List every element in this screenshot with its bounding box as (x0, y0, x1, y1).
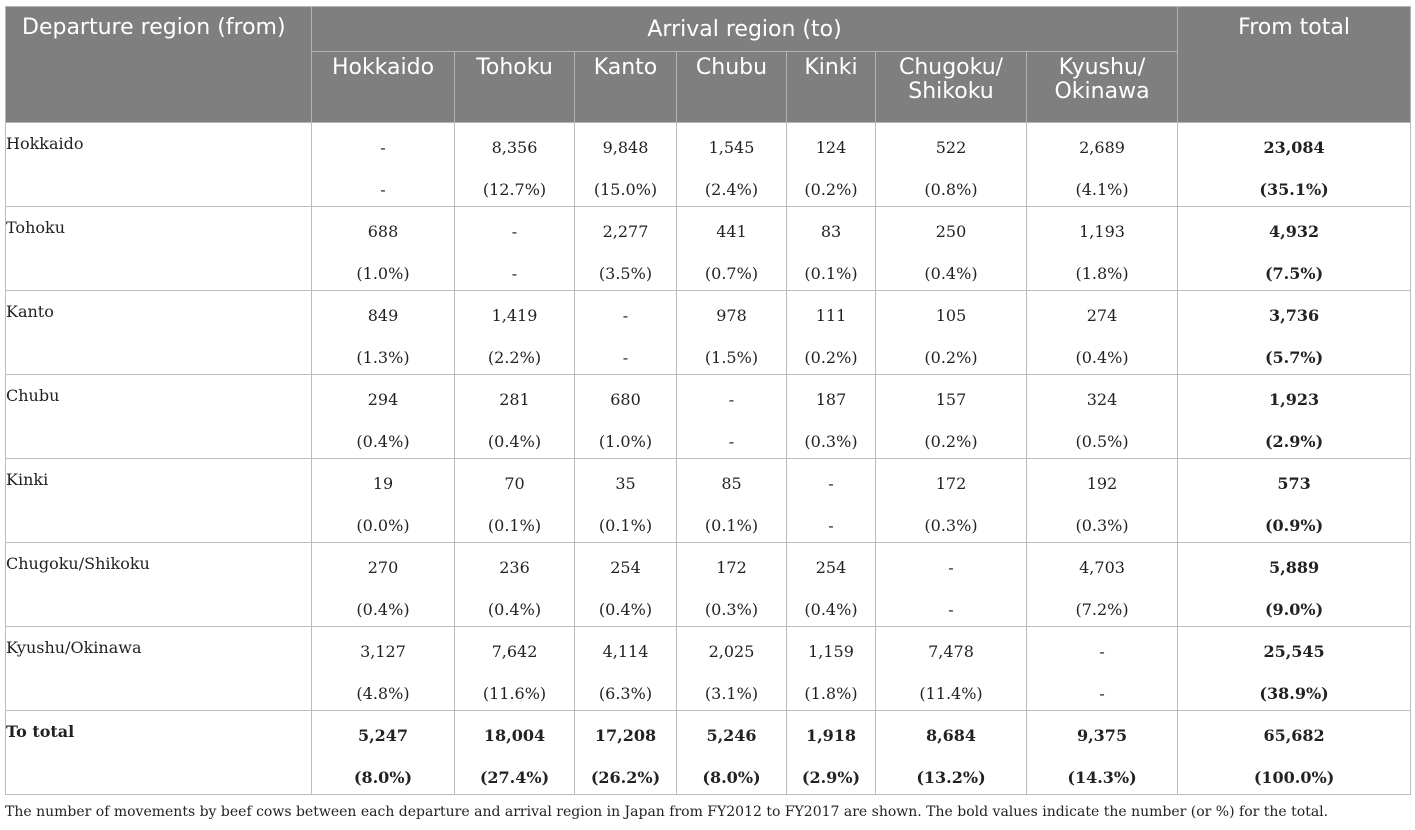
cell-count: - (380, 137, 386, 157)
cell-count: 236 (499, 557, 530, 577)
cell-tohoku (455, 123, 575, 207)
cell-kinki (787, 711, 876, 795)
cell-kinki (787, 207, 876, 291)
cell-count: 8,356 (491, 137, 538, 157)
cell-percent: (14.3%) (1067, 767, 1137, 787)
row-label (6, 291, 312, 375)
cell-count: 35 (615, 473, 636, 493)
table-body (6, 123, 1411, 795)
cell-count: 192 (1086, 473, 1118, 493)
cell-kanto (575, 207, 677, 291)
total-count: 5,889 (1269, 557, 1320, 577)
cell-percent: (4.1%) (1075, 179, 1129, 199)
cell-percent: (0.3%) (804, 431, 858, 451)
cell-kinki (787, 627, 876, 711)
cell-percent: (2.2%) (487, 347, 542, 367)
cell-count: 3,127 (360, 641, 406, 661)
cell-count: 441 (716, 221, 747, 241)
cell-kanto (575, 291, 677, 375)
cell-chugoku-shikoku (876, 291, 1027, 375)
cell-kyushu-okinawa (1027, 711, 1178, 795)
cell-count: 254 (610, 557, 641, 577)
cell-percent: (11.6%) (482, 683, 547, 703)
cell-percent: - (728, 431, 735, 451)
total-percent: (2.9%) (1264, 431, 1324, 451)
cell-count: 172 (935, 473, 967, 493)
cell-percent: (3.1%) (704, 683, 759, 703)
cell-count: 4,703 (1079, 557, 1125, 577)
cell-count: 124 (815, 137, 847, 157)
table-row (6, 627, 1411, 711)
total-percent: (0.9%) (1264, 515, 1324, 535)
cell-chubu (677, 543, 787, 627)
cell-chugoku-shikoku (876, 711, 1027, 795)
cell-percent: (8.0%) (353, 767, 413, 787)
from-total-cell (1178, 543, 1411, 627)
cell-kanto (575, 711, 677, 795)
cell-count: - (1099, 641, 1105, 661)
cell-chubu (677, 627, 787, 711)
from-total-cell (1178, 711, 1411, 795)
cell-chubu (677, 123, 787, 207)
cell-kyushu-okinawa (1027, 627, 1178, 711)
cell-percent: (0.2%) (924, 431, 978, 451)
cell-count: 1,419 (491, 305, 538, 325)
cell-tohoku (455, 459, 575, 543)
cell-percent: (0.1%) (804, 263, 858, 283)
row-label-text: Chubu (6, 386, 60, 405)
cell-kanto (575, 375, 677, 459)
cell-count: - (948, 557, 954, 577)
cell-hokkaido (312, 123, 455, 207)
cell-percent: (13.2%) (916, 767, 986, 787)
table-row (6, 459, 1411, 543)
cell-tohoku (455, 711, 575, 795)
arrival-col-tohoku: Tohoku (455, 52, 575, 123)
cell-percent: (0.1%) (487, 515, 542, 535)
cell-percent: (15.0%) (593, 179, 658, 199)
arrival-col-chugoku-shikoku: Chugoku/ Shikoku (876, 52, 1027, 123)
arrival-col-chubu: Chubu (677, 52, 787, 123)
cell-kyushu-okinawa (1027, 375, 1178, 459)
cell-percent: - (948, 599, 954, 619)
from-total-cell (1178, 207, 1411, 291)
cell-count: 4,114 (602, 641, 649, 661)
cell-percent: (7.2%) (1075, 599, 1129, 619)
cell-percent: (1.8%) (1075, 263, 1129, 283)
cell-chubu (677, 459, 787, 543)
cell-count: 274 (1086, 305, 1118, 325)
cell-count: 172 (716, 557, 747, 577)
cell-tohoku (455, 207, 575, 291)
cell-percent: (0.2%) (804, 179, 858, 199)
cell-count: 157 (935, 389, 967, 409)
cell-count: 1,918 (805, 725, 857, 745)
cell-hokkaido (312, 207, 455, 291)
cell-count: 111 (815, 305, 847, 325)
cell-count: 83 (820, 221, 842, 241)
cell-percent: (0.0%) (356, 515, 410, 535)
cell-hokkaido (312, 543, 455, 627)
cell-hokkaido (312, 627, 455, 711)
cell-chubu (677, 711, 787, 795)
cell-count: 2,277 (602, 221, 649, 241)
cell-percent: (1.5%) (704, 347, 759, 367)
cell-percent: (1.3%) (356, 347, 410, 367)
cell-percent: (8.0%) (702, 767, 761, 787)
table-row (6, 375, 1411, 459)
cell-percent: (0.4%) (356, 431, 410, 451)
cell-percent: (0.4%) (1075, 347, 1129, 367)
table-row (6, 543, 1411, 627)
row-label-text: Tohoku (6, 218, 65, 237)
row-label (6, 627, 312, 711)
total-count: 65,682 (1263, 725, 1325, 745)
cell-count: - (728, 389, 735, 409)
cell-percent: (0.2%) (924, 347, 978, 367)
cell-chugoku-shikoku (876, 459, 1027, 543)
total-percent: (7.5%) (1264, 263, 1324, 283)
cell-hokkaido (312, 711, 455, 795)
cell-chubu (677, 207, 787, 291)
cell-count: 17,208 (594, 725, 657, 745)
cell-percent: (1.0%) (356, 263, 410, 283)
cell-tohoku (455, 375, 575, 459)
cell-count: - (622, 305, 629, 325)
cell-percent: (0.4%) (487, 431, 542, 451)
cell-percent: (0.7%) (704, 263, 759, 283)
cell-percent: (0.2%) (804, 347, 858, 367)
cell-percent: (2.9%) (801, 767, 861, 787)
total-percent: (5.7%) (1264, 347, 1324, 367)
cell-kanto (575, 627, 677, 711)
cell-kanto (575, 543, 677, 627)
cell-percent: (0.4%) (487, 599, 542, 619)
cell-count: 5,247 (357, 725, 409, 745)
cell-count: 270 (367, 557, 399, 577)
cell-count: 680 (610, 389, 641, 409)
total-count: 573 (1277, 473, 1311, 493)
cell-count: 254 (815, 557, 847, 577)
from-total-cell (1178, 375, 1411, 459)
row-label-text: Kinki (6, 470, 49, 489)
row-label-text: Kanto (6, 302, 54, 321)
arrival-col-kanto: Kanto (575, 52, 677, 123)
row-label (6, 459, 312, 543)
cell-count: 9,375 (1076, 725, 1128, 745)
cell-percent: (0.4%) (356, 599, 410, 619)
table-row (6, 123, 1411, 207)
cell-count: 105 (935, 305, 967, 325)
cattle-movement-table (5, 6, 1411, 795)
cell-percent: (2.4%) (704, 179, 759, 199)
from-total-cell (1178, 627, 1411, 711)
total-percent: (38.9%) (1259, 683, 1329, 703)
cell-count: 522 (935, 137, 967, 157)
cell-count: - (828, 473, 834, 493)
cell-hokkaido (312, 291, 455, 375)
total-percent: (100.0%) (1253, 767, 1335, 787)
row-label-text: Hokkaido (6, 134, 84, 153)
cell-percent: (0.8%) (924, 179, 978, 199)
cell-chugoku-shikoku (876, 627, 1027, 711)
row-label-text: Kyushu/Okinawa (6, 638, 142, 657)
cell-kinki (787, 459, 876, 543)
arrival-col-kinki: Kinki (787, 52, 876, 123)
cell-count: 1,193 (1079, 221, 1125, 241)
total-count: 4,932 (1269, 221, 1320, 241)
cell-kanto (575, 459, 677, 543)
cell-percent: - (828, 515, 834, 535)
cell-count: 9,848 (602, 137, 649, 157)
cell-percent: - (1099, 683, 1105, 703)
row-label (6, 123, 312, 207)
cell-count: 7,642 (491, 641, 538, 661)
cell-percent: (12.7%) (482, 179, 547, 199)
cell-chugoku-shikoku (876, 207, 1027, 291)
cell-count: 8,684 (925, 725, 977, 745)
cell-percent: (1.0%) (598, 431, 653, 451)
cell-kinki (787, 291, 876, 375)
total-percent: (35.1%) (1259, 179, 1329, 199)
cell-percent: (3.5%) (598, 263, 653, 283)
cell-chubu (677, 375, 787, 459)
cell-count: 18,004 (483, 725, 546, 745)
arrival-col-kyushu-okinawa: Kyushu/ Okinawa (1027, 52, 1178, 123)
cell-percent: - (622, 347, 629, 367)
cell-percent: (0.4%) (804, 599, 858, 619)
from-total-header: From total (1178, 7, 1411, 123)
total-count: 1,923 (1269, 389, 1320, 409)
table-caption: The number of movements by beef cows between each departure and arrival region in Japan from FY2012 to FY2017 are shown. The bold values indicate the number (or %) for the total. (5, 804, 1329, 820)
cell-count: 849 (367, 305, 399, 325)
cell-count: 85 (721, 473, 742, 493)
from-total-cell (1178, 459, 1411, 543)
cell-count: 70 (504, 473, 525, 493)
cell-count: 187 (815, 389, 847, 409)
cell-count: 281 (499, 389, 530, 409)
cell-count: 2,025 (708, 641, 755, 661)
row-label-text: Chugoku/Shikoku (6, 554, 150, 573)
cell-count: 1,545 (708, 137, 755, 157)
cell-percent: - (380, 179, 386, 199)
cell-count: 250 (935, 221, 967, 241)
row-label (6, 711, 312, 795)
cell-percent: (26.2%) (590, 767, 661, 787)
cell-count: 1,159 (808, 641, 854, 661)
cell-percent: (0.3%) (704, 599, 759, 619)
cell-percent: (0.3%) (1075, 515, 1129, 535)
arrival-col-hokkaido: Hokkaido (312, 52, 455, 123)
cell-count: 2,689 (1079, 137, 1125, 157)
cell-percent: (0.1%) (704, 515, 759, 535)
cell-kinki (787, 123, 876, 207)
cell-kyushu-okinawa (1027, 543, 1178, 627)
row-label (6, 543, 312, 627)
cell-chubu (677, 291, 787, 375)
cell-kyushu-okinawa (1027, 459, 1178, 543)
cell-tohoku (455, 627, 575, 711)
cell-hokkaido (312, 375, 455, 459)
cell-kanto (575, 123, 677, 207)
cell-percent: (0.4%) (598, 599, 653, 619)
cell-percent: (0.1%) (598, 515, 653, 535)
from-total-cell (1178, 291, 1411, 375)
cell-kyushu-okinawa (1027, 291, 1178, 375)
table-row (6, 291, 1411, 375)
cell-count: - (511, 221, 518, 241)
cell-percent: - (511, 263, 518, 283)
total-count: 25,545 (1263, 641, 1325, 661)
total-count: 3,736 (1269, 305, 1320, 325)
cell-percent: (6.3%) (598, 683, 653, 703)
cell-tohoku (455, 543, 575, 627)
cell-percent: (4.8%) (356, 683, 410, 703)
row-label (6, 375, 312, 459)
table-row (6, 207, 1411, 291)
cell-tohoku (455, 291, 575, 375)
cell-percent: (27.4%) (479, 767, 550, 787)
cell-kyushu-okinawa (1027, 207, 1178, 291)
cell-count: 19 (372, 473, 394, 493)
cell-chugoku-shikoku (876, 375, 1027, 459)
cell-kyushu-okinawa (1027, 123, 1178, 207)
cell-count: 7,478 (928, 641, 974, 661)
cell-count: 688 (367, 221, 399, 241)
cell-chugoku-shikoku (876, 543, 1027, 627)
cell-percent: (1.8%) (804, 683, 858, 703)
cell-percent: (0.3%) (924, 515, 978, 535)
cell-kinki (787, 375, 876, 459)
total-row (6, 711, 1411, 795)
cell-count: 324 (1086, 389, 1118, 409)
cell-count: 5,246 (706, 725, 757, 745)
cell-count: 978 (716, 305, 747, 325)
cell-percent: (11.4%) (919, 683, 983, 703)
total-percent: (9.0%) (1264, 599, 1324, 619)
from-total-cell (1178, 123, 1411, 207)
total-count: 23,084 (1263, 137, 1325, 157)
row-label (6, 207, 312, 291)
cell-chugoku-shikoku (876, 123, 1027, 207)
row-label-text: To total (6, 722, 75, 741)
cell-percent: (0.5%) (1075, 431, 1129, 451)
cell-kinki (787, 543, 876, 627)
arrival-region-header: Arrival region (to) (312, 7, 1178, 52)
departure-region-header: Departure region (from) (6, 7, 312, 123)
cell-percent: (0.4%) (924, 263, 978, 283)
cell-count: 294 (367, 389, 399, 409)
cell-hokkaido (312, 459, 455, 543)
